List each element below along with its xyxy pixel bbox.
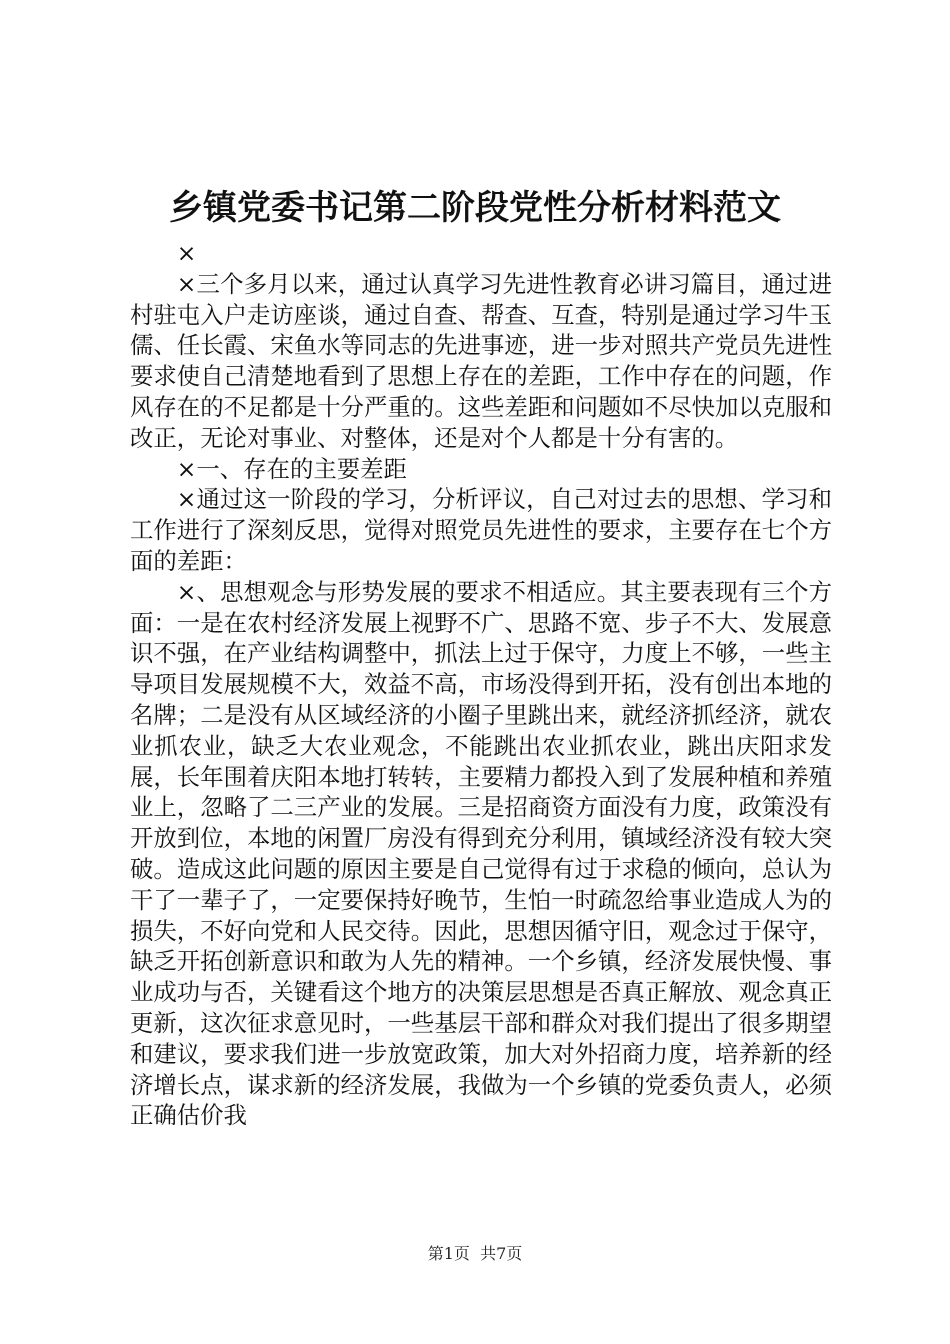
page-number: 第1页 共7页: [427, 1244, 523, 1263]
document-title: 乡镇党委书记第二阶段党性分析材料范文: [169, 188, 781, 228]
section-heading: ×一、存在的主要差距: [176, 454, 407, 483]
document-body: [130, 238, 832, 1131]
paragraph-point-one: ×、思想观念与形势发展的要求不相适应。其主要表现有三个方面：一是在农村经济发展上视野不广、思路不宽、步子不大、发展意识不强，在产业结构调整中，抓法上过于保守，力度上不够，一些主导项目发展规模不大，效益不高，市场没得到开拓，没有创出本地的名牌；二是没有从区域经济的小圈子里跳出来，就经济抓经济，就农业抓农业，缺乏大农业观念，不能跳出农业抓农业，跳出庆阳求发展，长年围着庆阳本地打转转，主要精力都投入到了发展种植和养殖业上，忽略了二三产业的发展。三是招商资方面没有力度，政策没有开放到位，本地的闲置厂房没有得到充分利用，镇域经济没有较大突破。造成这此问题的原因主要是自己觉得有过于求稳的倾向，总认为干了一辈子了，一定要保持好晚节，生怕一时疏忽给事业造成人为的损失，不好向党和人民交待。因此，思想因循守旧，观念过于保守，缺乏开拓创新意识和敢为人先的精神。一个乡镇，经济发展快慢、事业成功与否，关键看这个地方的决策层思想是否真正解放、观念真正更新，这次征求意见时，一些基层干部和群众对我们提出了很多期望和建议，要求我们进一步放宽政策，加大对外招商力度，培养新的经济增长点，谋求新的经济发展，我做为一个乡镇的党委负责人，必须正确估价我: [130, 577, 832, 1130]
paragraph-intro: ×三个多月以来，通过认真学习先进性教育必讲习篇目，通过进村驻屯入户走访座谈，通过自查、帮查、互查，特别是通过学习牛玉儒、任长霞、宋鱼水等同志的先进事迹，进一步对照共产党员先进性要求使自己清楚地看到了思想上存在的差距，工作中存在的问题，作风存在的不足都是十分严重的。这些差距和问题如不尽快加以克服和改正，无论对事业、对整体，还是对个人都是十分有害的。: [130, 269, 832, 452]
paragraph-section-intro: ×通过这一阶段的学习，分析评议，自己对过去的思想、学习和工作进行了深刻反思，觉得对照党员先进性的要求，主要存在七个方面的差距：: [130, 485, 832, 575]
page-footer: [0, 1244, 950, 1264]
paragraph-marker: ×: [176, 239, 197, 267]
